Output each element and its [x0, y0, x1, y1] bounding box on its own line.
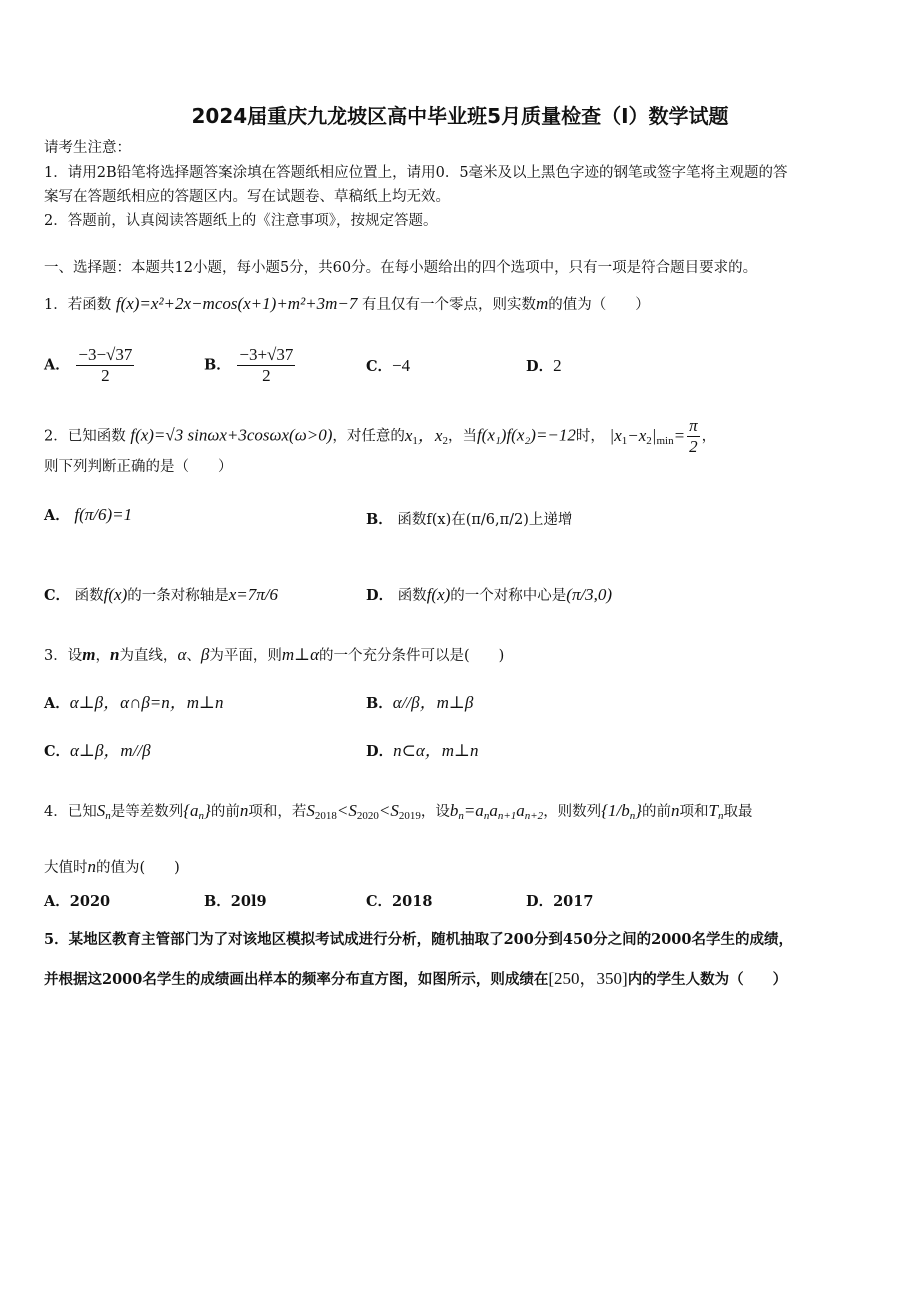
- q1-option-c[interactable]: C．−4: [366, 356, 411, 375]
- q1-option-b[interactable]: B． $\frac{-3+√37}{2}$: [204, 345, 294, 385]
- q2-line-2: 则下列判断正确的是（ ）: [44, 459, 233, 475]
- q1-option-a[interactable]: A． $\frac{-3-√37}{2}$: [44, 345, 133, 385]
- section-heading: 一、选择题：本题共12小题，每小题5分，共60分。在每小题给出的四个选项中，只有一项是符合题目要求的。: [44, 260, 758, 276]
- question-1: 1．若函数 f(x)=x²+2x−mcos(x+1)+m²+3m−7 有且仅有一个零点，则实数m的值为（ ）: [44, 294, 650, 313]
- q2-option-d[interactable]: D． 函数f(x)的一个对称中心是(π/3,0): [366, 585, 613, 604]
- q3-option-c[interactable]: C．α⊥β，m//β: [44, 741, 151, 760]
- q5-line-2: 并根据这2000名学生的成绩画出样本的频率分布直方图，如图所示，则成绩在[250，350]内的学生人数为（ ）: [44, 969, 788, 988]
- question-2: 2．已知函数 f(x)=√3 sinωx+3cosωx(ω>0)，对任意的$x_1$，$x_2$，当f(x₁)f(x₂)=−12时， $|x_1-x_2|_{min}=$ $\frac{\pi}{2}$ ，: [44, 416, 717, 456]
- q4-option-a[interactable]: A．2020: [44, 893, 111, 910]
- question-4: 4．已知Sn是等差数列{an}的前n项和，若$S_{2018}<S_{2020}<S_{2019}$，设bn=anan+1an+2，则数列{1/bn}的前n项和Tn取最: [44, 801, 753, 822]
- notice-item-2: 2．答题前，认真阅读答题纸上的《注意事项》，按规定答题。: [44, 213, 438, 229]
- notice-item-1: 1．请用2B铅笔将选择题答案涂填在答题纸相应位置上，请用0．5毫米及以上黑色字迹的钢笔或签字笔将主观题的答: [44, 165, 788, 181]
- q4-option-d[interactable]: D．2017: [526, 893, 594, 910]
- q2-option-a[interactable]: A． f(π/6)=1: [44, 505, 133, 524]
- q3-option-a[interactable]: A．α⊥β，α∩β=n，m⊥n: [44, 693, 224, 712]
- q2-option-c[interactable]: C． 函数f(x)的一条对称轴是x=7π/6: [44, 585, 279, 604]
- q4-option-b[interactable]: B．20l9: [204, 893, 267, 910]
- notice-heading: 请考生注意：: [44, 140, 131, 156]
- q4-option-c[interactable]: C．2018: [366, 893, 433, 910]
- q4-line-2: 大值时n的值为( ): [44, 857, 180, 876]
- question-3: 3．设m，n为直线，α、β为平面，则m⊥α的一个充分条件可以是( ): [44, 645, 505, 664]
- q3-option-d[interactable]: D．n⊂α，m⊥n: [366, 741, 479, 760]
- page-title: 2024届重庆九龙坡区高中毕业班5月质量检查（Ⅰ）数学试题: [191, 104, 729, 128]
- q1-formula: f(x)=x²+2x−mcos(x+1)+m²+3m−7: [115, 294, 358, 313]
- notice-item-1-cont: 案写在答题纸相应的答题区内。写在试题卷、草稿纸上均无效。: [44, 189, 450, 205]
- question-5: 5．某地区教育主管部门为了对该地区模拟考试成进行分析，随机抽取了200分到450分之间的2000名学生的成绩，: [44, 931, 793, 948]
- q3-option-b[interactable]: B．α//β，m⊥β: [366, 693, 474, 712]
- q1-option-d[interactable]: D．2: [526, 356, 562, 375]
- q2-option-b[interactable]: B． 函数f(x)在(π/6,π/2)上递增: [366, 511, 573, 528]
